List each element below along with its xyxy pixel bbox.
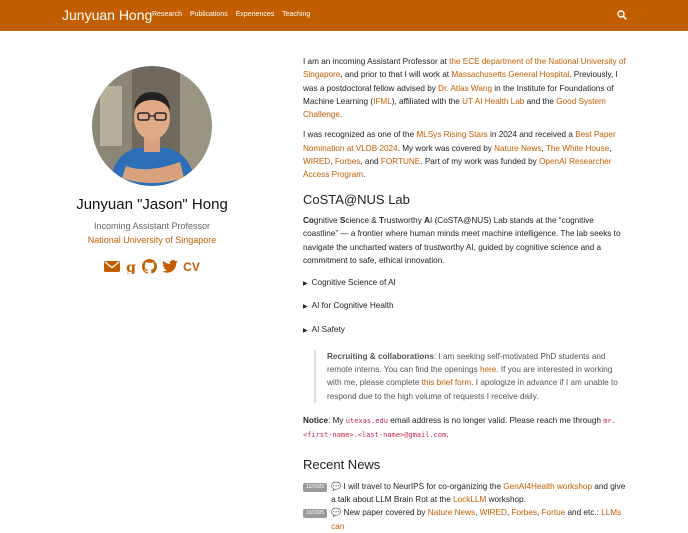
link-openings[interactable]: here	[479, 365, 497, 375]
news-item	[303, 506, 628, 533]
svg-text:g: g	[126, 259, 137, 274]
link-fortune[interactable]: FORTUNE	[380, 157, 421, 167]
link-vldb[interactable]: Best Paper Nomination at VLDB 2024	[303, 130, 616, 153]
intro-paragraph-1	[303, 55, 628, 121]
recruiting-callout	[314, 350, 628, 403]
link-ifml[interactable]: IFML	[373, 96, 392, 106]
topic-label: Cognitive Science of AI	[311, 278, 396, 288]
topic-ai-safety[interactable]	[303, 323, 628, 338]
text: and etc.:	[565, 508, 602, 518]
link-fortune[interactable]: Fortue	[541, 508, 566, 518]
link-wired[interactable]: WIRED	[303, 157, 331, 167]
lab-heading: CoSTA@NUS Lab	[303, 191, 410, 207]
link-wired[interactable]: WIRED	[479, 508, 507, 518]
news-heading: Recent News	[303, 457, 381, 473]
text: ,	[330, 157, 335, 167]
link-llms-can[interactable]: LLMs can	[331, 508, 622, 531]
main-content	[303, 55, 628, 533]
bold-letters: T	[379, 215, 385, 225]
top-navbar	[0, 0, 688, 31]
bold-letters: A	[424, 215, 431, 225]
text: workshop.	[486, 495, 526, 505]
text: . Part of my work was funded by	[420, 157, 540, 167]
text: .	[446, 430, 449, 440]
text: : My	[328, 415, 346, 425]
link-ut-ai-health[interactable]: UT AI Health Lab	[462, 96, 525, 106]
text: I will travel to NeurIPS for co-organizing the	[341, 481, 504, 491]
text: : I am seeking self-motivated PhD students and remote interns. You can find the openings	[327, 352, 606, 375]
text: gnitive	[313, 215, 340, 225]
link-nature-news[interactable]: Nature News	[494, 143, 542, 153]
cv-link[interactable]: CV	[183, 259, 200, 274]
bold-letters: Co	[303, 215, 314, 225]
email-notice	[303, 414, 628, 443]
profile-name: Junyuan "Jason" Hong	[76, 196, 228, 213]
link-mgh[interactable]: Massachusetts General Hospital	[451, 70, 570, 80]
chat-icon: 💬	[331, 481, 342, 491]
avatar	[92, 66, 212, 186]
nav-research[interactable]: Research	[152, 11, 182, 18]
text: in 2024 and received a	[487, 130, 576, 140]
text: ,	[536, 508, 542, 518]
link-nature-news[interactable]: Nature News	[427, 508, 476, 518]
text: . I apologize in advance if I am unable to respond due to the high volume of requests I receive daily.	[327, 378, 618, 401]
text: New paper covered by	[341, 508, 428, 518]
text: .	[363, 170, 366, 180]
text: I am an incoming Assistant Professor at	[303, 57, 450, 66]
link-lockllm[interactable]: LockLLM	[453, 495, 487, 505]
text: ,	[541, 143, 546, 153]
notice-label: Notice	[303, 415, 329, 425]
topic-cognitive-health[interactable]	[303, 299, 628, 314]
link-white-house[interactable]: The White House	[545, 143, 610, 153]
nav-links	[152, 11, 310, 18]
news-date-badge: 10/2025	[303, 509, 327, 518]
topic-cognitive-science[interactable]	[303, 276, 628, 291]
text: I was recognized as one of the	[303, 130, 417, 140]
text: (CoSTA@NUS) Lab stands at the “cognitive coastline” — a frontier where human minds meet machine intelligence. The lab seeks to navigate the uncharted waters of trustworthy AI, guided by cognitive science and a commitment to safe, ethical innovation.	[303, 215, 621, 265]
caret-right-icon: ▶	[303, 327, 308, 334]
profile-affiliation[interactable]: National University of Singapore	[87, 235, 217, 245]
link-nus-ece[interactable]: the ECE department of the National University of Singapore	[303, 57, 626, 80]
profile-sidebar	[62, 66, 242, 274]
text: cience &	[345, 215, 380, 225]
brand-link[interactable]: Junyuan Hong	[62, 7, 153, 23]
link-brief-form[interactable]: this brief form	[421, 378, 472, 388]
nav-publications[interactable]: Publications	[189, 11, 228, 18]
nav-teaching[interactable]: Teaching	[282, 11, 311, 18]
news-item	[303, 480, 628, 507]
link-genai4health[interactable]: GenAI4Health workshop	[503, 481, 593, 491]
text: I	[430, 215, 433, 225]
text: rustworthy	[384, 215, 425, 225]
text: ,	[475, 508, 480, 518]
link-good-system[interactable]: Good System Challenge	[303, 96, 606, 120]
text: in the Institute for Foundations of Machine Learning (	[303, 83, 614, 106]
intro-paragraph-2	[303, 128, 628, 181]
old-email-domain: utexas.edu	[345, 416, 388, 425]
caret-right-icon: ▶	[303, 281, 308, 288]
text: email address is no longer valid. Please reach me through	[387, 415, 604, 425]
caret-right-icon: ▶	[303, 304, 308, 311]
recruit-label: Recruiting & collaborations	[327, 352, 434, 362]
github-icon[interactable]	[142, 259, 157, 274]
link-atlas-wang[interactable]: Dr. Atlas Wang	[438, 83, 493, 93]
twitter-icon[interactable]	[162, 260, 178, 273]
text: . If you are interested in working with me, please complete	[327, 365, 613, 388]
topic-label: AI Safety	[311, 324, 345, 334]
text: .	[339, 110, 343, 120]
link-forbes[interactable]: Forbes	[511, 508, 537, 518]
topic-label: AI for Cognitive Health	[311, 301, 394, 311]
link-forbes[interactable]: Forbes	[334, 157, 361, 167]
profile-role: Incoming Assistant Professor	[93, 221, 211, 231]
search-icon[interactable]	[617, 10, 627, 20]
link-openai-access[interactable]: OpenAI Researcher Access Program	[303, 157, 612, 180]
google-scholar-icon[interactable]	[125, 260, 137, 274]
nav-experiences[interactable]: Experiences	[235, 11, 275, 18]
text: . Previously, I was a postdoctoral fellow advised by	[303, 70, 618, 93]
text: ), affiliated with the	[391, 96, 463, 106]
text: ,	[506, 508, 512, 518]
text: and the	[524, 96, 557, 106]
text: ,	[609, 143, 612, 153]
link-mlsys[interactable]: MLSys Rising Stars	[416, 130, 488, 140]
email-icon[interactable]	[104, 260, 120, 273]
bold-letters: S	[339, 215, 346, 225]
new-email-address: mr.<first-name>.<last-name>@gmail.com	[303, 416, 616, 440]
lab-description	[303, 214, 628, 267]
text: and give a talk about LLM Brain Rot at the	[331, 481, 626, 505]
social-links	[62, 259, 242, 274]
text: , and	[360, 157, 381, 167]
chat-icon: 💬	[331, 508, 342, 518]
text: , and prior to that I will work at	[340, 70, 452, 80]
text: . My work was covered by	[397, 143, 495, 153]
news-date-badge: 12/2025	[303, 483, 327, 492]
